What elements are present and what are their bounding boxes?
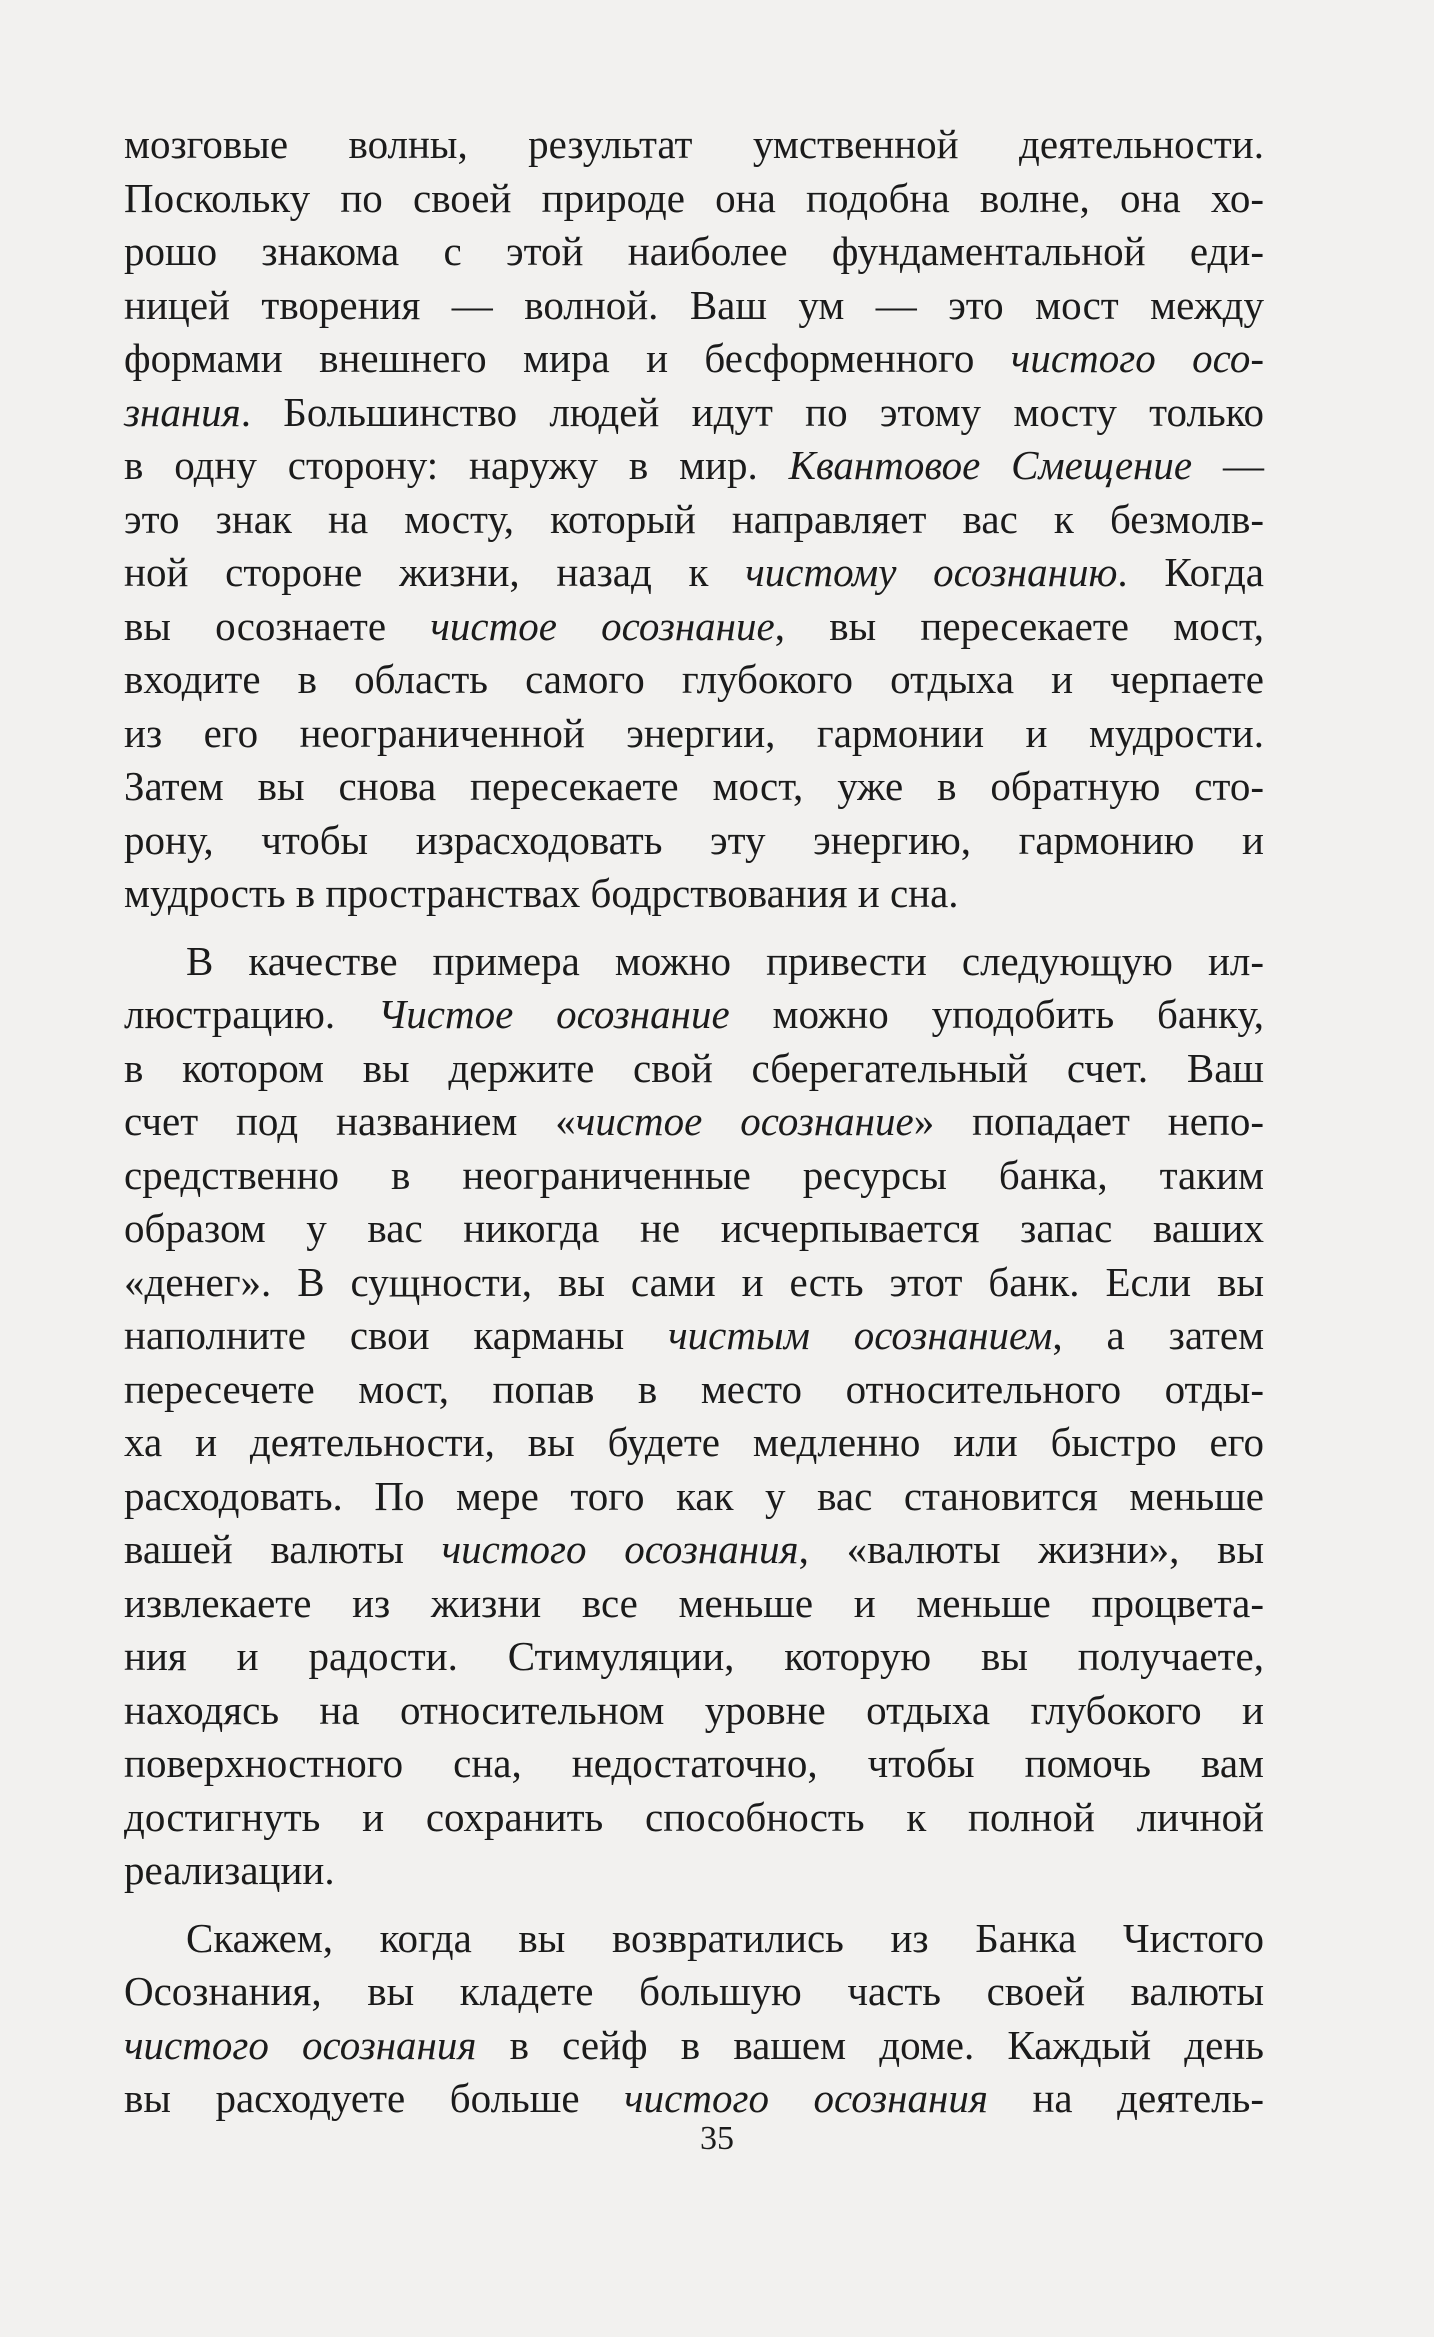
text-line (124, 935, 1264, 989)
text-line (124, 1844, 1264, 1898)
text-run: Скажем, когда вы возвратились из Банка Чистого (186, 1914, 1264, 1961)
text-line (124, 2072, 1264, 2126)
italic-phrase: чистому осознанию (745, 549, 1118, 595)
text-line (124, 1523, 1264, 1577)
text-line (124, 1912, 1264, 1966)
text-run: счет под названием « (124, 1098, 576, 1144)
text-line (124, 707, 1264, 761)
italic-phrase: чистого осознания (124, 2021, 477, 2068)
paragraph (124, 1912, 1264, 2126)
italic-phrase: чистым осознанием (668, 1312, 1053, 1358)
body-text (124, 118, 1264, 2126)
text-run: расходовать. По мере того как у вас становится меньше (124, 1472, 1264, 1519)
text-line (124, 493, 1264, 547)
page-number: 35 (700, 2120, 734, 2157)
text-run: это знак на мосту, который направляет вас к безмолв- (124, 495, 1264, 542)
text-run: вы расходуете больше (124, 2075, 625, 2121)
text-run: находясь на относительном уровне отдыха глубокого и (124, 1686, 1264, 1733)
text-run: вы осознаете (124, 602, 431, 649)
text-line (124, 225, 1264, 279)
text-line (124, 1256, 1264, 1310)
italic-phrase: Чистое осознание (378, 991, 730, 1037)
text-run: Затем вы снова пересекаете мост, уже в обратную сто- (124, 763, 1264, 809)
text-line (124, 2019, 1264, 2073)
text-run: в котором вы держите свой сберегательный счет. Ваш (124, 1044, 1264, 1091)
text-run: ха и деятельности, вы будете медленно или быстро его (124, 1419, 1264, 1465)
text-line (124, 118, 1264, 172)
text-run: ния и радости. Стимуляции, которую вы получаете, (124, 1633, 1264, 1679)
italic-phrase: чистого осо- (1010, 335, 1264, 381)
text-run: можно уподобить банку, (729, 991, 1265, 1037)
text-run: достигнуть и сохранить способность к полной личной (124, 1793, 1264, 1840)
text-run: в сейф в вашем доме. Каждый день (476, 2021, 1265, 2068)
italic-phrase: чистое осознание (430, 602, 775, 649)
italic-phrase: знания (124, 388, 241, 435)
text-run: вашей валюты (124, 1526, 442, 1572)
text-run: люстрацию. (124, 991, 379, 1037)
text-run: , вы пересекаете мост, (774, 602, 1265, 649)
text-line (124, 1577, 1264, 1631)
text-line (124, 332, 1264, 386)
text-run: рону, чтобы израсходовать эту энергию, гармонию и (124, 816, 1264, 863)
text-line (124, 1042, 1264, 1096)
text-run: — (1192, 442, 1264, 488)
text-line (124, 1363, 1264, 1417)
text-run: пересечете мост, попав в место относительного отды- (124, 1365, 1264, 1412)
text-run: извлекаете из жизни все меньше и меньше процвета- (124, 1579, 1264, 1626)
text-run: реализации. (124, 1847, 335, 1893)
text-run: наполните свои карманы (124, 1312, 669, 1358)
text-run: на деятель- (987, 2075, 1264, 2121)
text-run: формами внешнего мира и бесформенного (124, 335, 1011, 381)
text-line (124, 1630, 1264, 1684)
text-run: ницей творения — волной. Ваш ум — это мост между (124, 281, 1264, 328)
text-run: . Большинство людей идут по этому мосту только (240, 388, 1264, 435)
italic-phrase: чистого осознания (624, 2075, 988, 2121)
text-run: В качестве примера можно привести следующую ил- (186, 937, 1264, 984)
text-line (124, 546, 1264, 600)
text-run: » попадает непо- (913, 1098, 1264, 1144)
text-run: , «валюты жизни», вы (798, 1526, 1264, 1572)
text-run: рошо знакома с этой наиболее фундаментальной еди- (124, 228, 1264, 274)
text-line (124, 867, 1264, 921)
text-run: мудрость в пространствах бодрствования и сна. (124, 870, 959, 916)
text-line (124, 1149, 1264, 1203)
text-run: , а затем (1052, 1312, 1265, 1358)
text-run: средственно в неограниченные ресурсы банка, таким (124, 1151, 1264, 1198)
text-line (124, 1791, 1264, 1845)
paragraph-gap (124, 921, 1264, 935)
text-line (124, 386, 1264, 440)
text-line (124, 1965, 1264, 2019)
paragraph (124, 118, 1264, 921)
text-run: мозговые волны, результат умственной деятельности. (124, 121, 1264, 167)
text-run: ной стороне жизни, назад к (124, 549, 746, 595)
text-line (124, 814, 1264, 868)
text-run: входите в область самого глубокого отдыха и черпаете (124, 656, 1264, 702)
text-line (124, 1684, 1264, 1738)
text-line (124, 1202, 1264, 1256)
paragraph-gap (124, 1898, 1264, 1912)
text-line (124, 439, 1264, 493)
text-line (124, 172, 1264, 226)
text-line (124, 1737, 1264, 1791)
text-run: в одну сторону: наружу в мир. (124, 442, 789, 488)
italic-phrase: чистого осознания (441, 1526, 799, 1572)
italic-phrase: Квантовое Смещение (788, 442, 1193, 488)
text-run: «денег». В сущности, вы сами и есть этот банк. Если вы (124, 1258, 1264, 1305)
text-line (124, 1309, 1264, 1363)
italic-phrase: чистое осознание (575, 1098, 914, 1144)
text-run: . Когда (1117, 549, 1265, 595)
text-run: Поскольку по своей природе она подобна волне, она хо- (124, 174, 1264, 221)
text-line (124, 988, 1264, 1042)
text-line (124, 760, 1264, 814)
paragraph (124, 935, 1264, 1898)
text-run: Осознания, вы кладете большую часть своей валюты (124, 1968, 1264, 2014)
text-run: поверхностного сна, недостаточно, чтобы помочь вам (124, 1740, 1264, 1786)
text-run: из его неограниченной энергии, гармонии и мудрости. (124, 709, 1264, 756)
text-line (124, 1095, 1264, 1149)
text-line (124, 600, 1264, 654)
text-line (124, 653, 1264, 707)
text-line (124, 279, 1264, 333)
text-line (124, 1416, 1264, 1470)
text-run: образом у вас никогда не исчерпывается запас ваших (124, 1205, 1264, 1251)
text-line (124, 1470, 1264, 1524)
